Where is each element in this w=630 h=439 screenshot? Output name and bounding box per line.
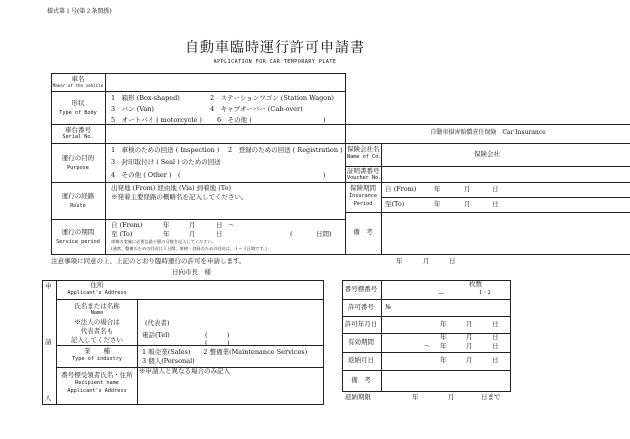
page-title: 自動車臨時運行許可申請書 [185, 40, 365, 56]
grid-line [342, 280, 511, 281]
deadline-label: 返納期限 [345, 393, 371, 401]
body-label-en: Type of Body [59, 110, 97, 116]
declaration-month: 月 [423, 257, 430, 265]
period-note2: (通常、整備のための回送は１日間、車検・登録のための回送は、１～３日間です。) [111, 246, 267, 251]
grid-line [381, 197, 630, 198]
valid-to-month: 月 [466, 342, 473, 350]
serial-label: 車台番号 [65, 126, 91, 134]
return-date-day: 日 [492, 356, 499, 364]
ins-from-month: 月 [464, 185, 471, 193]
recipient-line-2: Recipient name [75, 380, 119, 386]
ins-from: 自 (From) [385, 185, 417, 193]
grid-line [51, 73, 345, 74]
name-line-1: 氏名または名称 [74, 302, 120, 310]
period-from-year: 年 [163, 221, 170, 229]
grid-line [51, 219, 345, 220]
grid-line [51, 73, 52, 255]
maker-label-en: Maker of the vehicle [52, 83, 104, 88]
maker-label: 車名 [71, 75, 85, 83]
address-label-en: Applicant's Address [67, 290, 127, 296]
grid-line [345, 73, 346, 255]
body-option-cabover[interactable]: 4 キャブオーバー (Cab-over) [210, 105, 303, 113]
purpose-label-en: Purpose [67, 165, 89, 171]
grid-line [342, 391, 511, 392]
grid-line [345, 124, 630, 125]
ins-from-day: 日 [492, 185, 499, 193]
declaration-day: 日 [449, 257, 456, 265]
rep-label: (代表者) [145, 319, 170, 327]
grid-line [342, 352, 511, 353]
sheets-label: 枚数 [469, 280, 482, 288]
name-line-5: 記入してください [71, 336, 123, 344]
route-label-en: Route [70, 203, 86, 209]
recipient-note: ※申請人と異なる場合のみ記入 [139, 367, 230, 375]
period-from-day: 日 [216, 221, 223, 229]
insurance-header: 自動車損害賠償責任保険 Car Insurance [430, 129, 546, 136]
period-days: 日間) [316, 230, 332, 238]
ins-period-label-en2: Period [353, 201, 373, 207]
period-to-day: 日 [216, 230, 223, 238]
ins-voucher-label: 証明書番号 [347, 167, 380, 175]
ins-company-label: 保険会社名 [347, 145, 380, 153]
business-label: 業 種 [84, 347, 110, 355]
ins-from-year: 年 [434, 185, 441, 193]
grid-line [51, 143, 345, 144]
period-from-month: 月 [189, 221, 196, 229]
body-option-other[interactable]: 6 その他 ( [217, 116, 252, 124]
grid-line [381, 280, 382, 391]
sheets-dash: — [438, 289, 445, 297]
business-label-en: Type of industry [72, 356, 122, 362]
grid-line [42, 280, 324, 281]
valid-from-month: 月 [466, 333, 473, 341]
purpose-label: 運行の目的 [61, 154, 95, 162]
tel-paren-1: ( ) [205, 331, 230, 339]
grid-line [510, 280, 511, 391]
body-option-motorcycle[interactable]: 5 オートバイ ( motorcycle ) [111, 116, 202, 124]
ins-remarks-label: 備 考 [353, 228, 373, 236]
grid-line [345, 143, 630, 144]
tel-paren-2: ( ) [205, 339, 230, 347]
body-option-other-close: ) [323, 116, 326, 124]
valid-tilde: ～ [424, 342, 431, 350]
permit-date-month: 月 [466, 320, 473, 328]
valid-to-year: 年 [440, 342, 447, 350]
sheets-value: 1・2 [479, 290, 491, 296]
period-to-year: 年 [163, 230, 170, 238]
permit-date-day: 日 [492, 320, 499, 328]
period-note1: 車検の実施に必要な最小限の日数を記入してください。 [111, 239, 216, 244]
plate-no-label: 番号標番号 [344, 285, 378, 293]
recipient-line-3: Applicant's Address [67, 388, 127, 394]
grid-line [56, 345, 324, 346]
name-line-4: 代表者名も [80, 327, 114, 335]
grid-line [42, 404, 324, 405]
period-from: 自 (From) [111, 221, 143, 229]
ins-period-label-en1: Insurance [348, 193, 378, 199]
grid-line [342, 333, 511, 334]
period-tilde: ～ [228, 221, 235, 229]
form-number: 様式第１号(第２条関係) [47, 8, 112, 15]
grid-line [51, 91, 345, 92]
body-label: 形状 [71, 99, 85, 107]
ins-voucher-label-en: Voucher No. [347, 175, 382, 181]
return-date-month: 月 [466, 356, 473, 364]
purpose-option-seal[interactable]: 3 封印取付け ( Seal ) のための回送 [111, 158, 221, 166]
applicant-side-2: 請 [45, 338, 52, 346]
purpose-option-registration[interactable]: 2 登録のための回送 ( Registration ) [228, 146, 343, 154]
purpose-option-other-close: ) [323, 171, 326, 179]
deadline-month: 月 [448, 393, 455, 401]
valid-to-day: 日 [492, 342, 499, 350]
ins-to-year: 年 [434, 200, 441, 208]
ins-period-label: 保険期間 [350, 184, 376, 192]
body-option-wagon[interactable]: 2 ステーションワゴン (Station Wagon) [210, 94, 334, 102]
name-line-2: Name [90, 310, 104, 316]
grid-line [137, 299, 138, 405]
declaration-year: 年 [396, 257, 403, 265]
grid-line [105, 73, 106, 255]
return-date-year: 年 [440, 356, 447, 364]
grid-line [345, 182, 630, 183]
grid-line [345, 166, 630, 167]
grid-line [342, 299, 511, 300]
period-to-month: 月 [189, 230, 196, 238]
page-subtitle: APPLICATION FOR CAR TEMPORARY PLATE [213, 59, 337, 65]
purpose-option-other[interactable]: 4 その他 ( Other ) ( [111, 171, 181, 179]
period-paren: ( [290, 230, 293, 238]
ins-to-month: 月 [464, 200, 471, 208]
return-date-label: 返納月日 [348, 356, 374, 364]
ins-company-suffix: 保険会社 [474, 150, 500, 158]
grid-line [51, 182, 345, 183]
valid-period-label: 有効期間 [348, 338, 374, 346]
route-line2: ※発着主要経路の概略名を記入してください。 [111, 193, 248, 201]
grid-line [56, 280, 57, 405]
grid-line [42, 280, 43, 405]
ins-to-day: 日 [492, 200, 499, 208]
valid-from-year: 年 [440, 333, 447, 341]
route-label: 運行の経路 [61, 192, 95, 200]
permit-no-prefix: № [385, 303, 392, 311]
applicant-side-1: 申 [45, 282, 52, 290]
grid-line [51, 254, 630, 255]
grid-line [323, 280, 324, 405]
permit-date-year: 年 [440, 320, 447, 328]
serial-label-en: Serial No. [62, 134, 94, 140]
period-label: 運行の期間 [61, 228, 95, 236]
grid-line [342, 280, 343, 391]
period-to: 至 (To) [111, 230, 133, 238]
recipient-line-1: 番号標受領者氏名・住所 [61, 371, 133, 379]
declaration-text: 注意事項に同意の上、上記のとおり臨時運行の許可を申請します。 [51, 257, 246, 265]
body-option-box[interactable]: 1 箱形 (Box-shaped) [111, 94, 180, 102]
grid-line [342, 370, 511, 371]
business-options-1[interactable]: 1 販売業(Sales) 2 整備業(Maintenance Services) [142, 348, 308, 356]
deadline-until: 日まで [481, 393, 501, 401]
permit-no-label: 許可番号 [348, 303, 374, 311]
route-line1: 出発地 (From) 経由地 (Via) 到着地 (To) [111, 184, 232, 192]
office-remarks-label: 備 考 [351, 376, 371, 384]
body-option-van[interactable]: 3 バン (Van) [111, 105, 154, 113]
addressee: 日向市長 様 [172, 268, 211, 276]
tel-label: 電話(Tel) [142, 331, 170, 339]
period-label-en: Service period [56, 239, 100, 245]
deadline-year: 年 [412, 393, 419, 401]
name-line-3: ※法人の場合は [74, 318, 120, 326]
grid-line [56, 299, 324, 300]
grid-line [342, 316, 511, 317]
ins-to: 至(To) [385, 200, 405, 208]
grid-line [345, 212, 630, 213]
valid-from-day: 日 [492, 333, 499, 341]
purpose-option-inspection[interactable]: 1 車検のための回送 ( Inspection ) [111, 146, 220, 154]
ins-company-label-en: Name of Co. [347, 154, 382, 160]
permit-date-label: 許可年月日 [344, 320, 378, 328]
address-label: 住所 [90, 281, 104, 289]
applicant-side-3: 人 [45, 394, 52, 402]
business-options-2[interactable]: 3 個人(Personal) [142, 357, 195, 365]
